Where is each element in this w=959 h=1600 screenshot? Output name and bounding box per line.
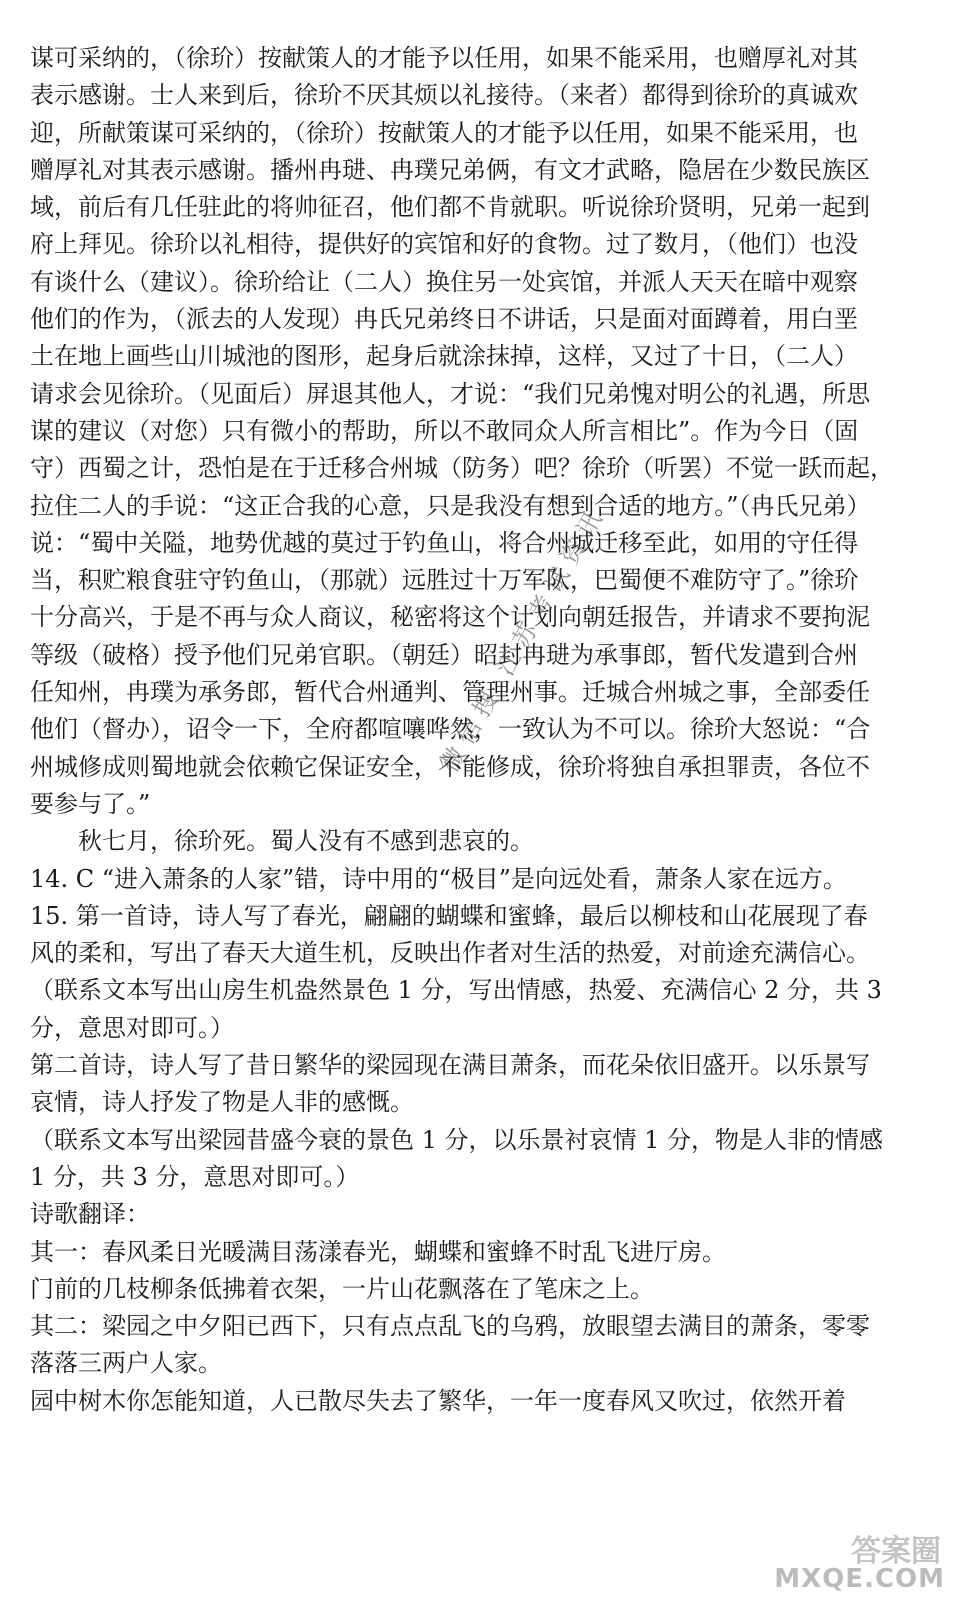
text-line: 14. C “进入萧条的人家”错，诗中用的“极目”是向远处看，萧条人家在远方。 — [30, 864, 847, 893]
text-line: 域，前后有几任驻此的将帅征召，他们都不肯就职。听说徐玠贤明，兄弟一起到 — [30, 193, 870, 222]
text-line: 落落三两户人家。 — [30, 1349, 222, 1378]
text-line: 任知州，冉璞为承务郎，暂代合州通判、管理州事。迁城合州城之事，全部委任 — [30, 678, 870, 707]
text-line: 门前的几枝柳条低拂着衣架，一片山花飘落在了笔床之上。 — [30, 1274, 654, 1303]
text-line: 其二：梁园之中夕阳已西下，只有点点乱飞的乌鸦，放眼望去满目的萧条，零零 — [30, 1312, 870, 1341]
text-line: 十分高兴，于是不再与众人商议，秘密将这个计划向朝廷报告，并请求不要拘泥 — [30, 603, 870, 632]
text-line: 要参与了。” — [30, 789, 151, 818]
logo-mark: 答案圈 — [851, 1534, 941, 1569]
text-line: 谋的建议（对您）只有微小的帮助，所以不敢同众人所言相比”。作为今日（固 — [30, 416, 859, 445]
text-line: 哀情，诗人抒发了物是人非的感慨。 — [30, 1088, 414, 1117]
text-line: （联系文本写出梁园昔盛今衰的景色 1 分，以乐景衬哀情 1 分，物是人非的情感 — [30, 1125, 884, 1154]
text-line: 分，意思对即可。） — [30, 1013, 234, 1042]
text-line: 其一：春风柔日光暖满目荡漾春光，蝴蝶和蜜蜂不时乱飞进厅房。 — [30, 1237, 726, 1266]
text-line: 说：“蜀中关隘，地势优越的莫过于钓鱼山，将合州城迁移至此，如用的守任得 — [30, 528, 859, 557]
text-line: 守）西蜀之计，恐怕是在于迁移合州城（防务）吧？徐玠（听罢）不觉一跃而起， — [30, 454, 894, 483]
text-line: 1 分，共 3 分，意思对即可。） — [30, 1162, 360, 1191]
text-line: 等级（破格）授予他们兄弟官职。（朝廷）昭封冉琎为承事郎，暂代发遣到合州 — [30, 640, 858, 669]
text-line: 谋可采纳的，（徐玠）按献策人的才能予以任用，如果不能采用，也赠厚礼对其 — [30, 44, 858, 72]
text-line: 诗歌翻译： — [30, 1200, 150, 1229]
text-line: 秋七月，徐玠死。蜀人没有不感到悲哀的。 — [78, 827, 534, 856]
text-line: 赠厚礼对其表示感谢。播州冉琎、冉璞兄弟俩，有文才武略，隐居在少数民族区 — [30, 155, 870, 184]
text-line: 他们（督办），诏令一下，全府都喧嚷哗然，一致认为不可以。徐玠大怒说：“合 — [30, 715, 871, 744]
text-line: 请求会见徐玠。（见面后）屏退其他人，才说：“我们兄弟愧对明公的礼遇，所思 — [30, 379, 871, 408]
text-line: 土在地上画些山川城池的图形，起身后就涂抹掉，这样，又过了十日，（二人） — [30, 342, 858, 371]
watermark: 微信搜 江苏考试资讯 — [435, 500, 612, 777]
text-line: 府上拜见。徐玠以礼相待，提供好的宾馆和好的食物。过了数月，（他们）也没 — [30, 230, 858, 259]
site-logo — [774, 1524, 951, 1594]
text-line: 第二首诗，诗人写了昔日繁华的梁园现在满目萧条，而花朵依旧盛开。以乐景写 — [30, 1051, 870, 1080]
text-line: 表示感谢。士人来到后，徐玠不厌其烦以礼接待。（来者）都得到徐玠的真诚欢 — [30, 81, 858, 110]
text-line: 迎，所献策谋可采纳的，（徐玠）按献策人的才能予以任用，如果不能采用，也 — [30, 118, 858, 147]
text-line: 州城修成则蜀地就会依赖它保证安全，不能修成，徐玠将独自承担罪责，各位不 — [30, 752, 870, 781]
text-line: 他们的作为，（派去的人发现）冉氏兄弟终日不讲话，只是面对面蹲着，用白垩 — [30, 305, 858, 334]
text-line: 园中树木你怎能知道，人已散尽失去了繁华，一年一度春风又吹过，依然开着 — [30, 1386, 846, 1415]
text-line: 拉住二人的手说：“这正合我的心意，只是我没有想到合适的地方。”（冉氏兄弟） — [30, 491, 871, 520]
text-line: 有谈什么（建议）。徐玠给让（二人）换住另一处宾馆，并派人天天在暗中观察 — [30, 267, 858, 296]
logo-url: MXQE.COM — [774, 1564, 945, 1594]
text-line: 风的柔和，写出了春天大道生机，反映出作者对生活的热爱，对前途充满信心。 — [30, 939, 870, 968]
text-line: 15. 第一首诗，诗人写了春光，翩翩的蝴蝶和蜜蜂，最后以柳枝和山花展现了春 — [30, 901, 868, 930]
text-line: （联系文本写出山房生机盎然景色 1 分，写出情感，热爱、充满信心 2 分，共 3 — [30, 976, 882, 1005]
text-line: 当，积贮粮食驻守钓鱼山，（那就）远胜过十万军队，巴蜀便不难防守了。”徐玠 — [30, 566, 859, 595]
